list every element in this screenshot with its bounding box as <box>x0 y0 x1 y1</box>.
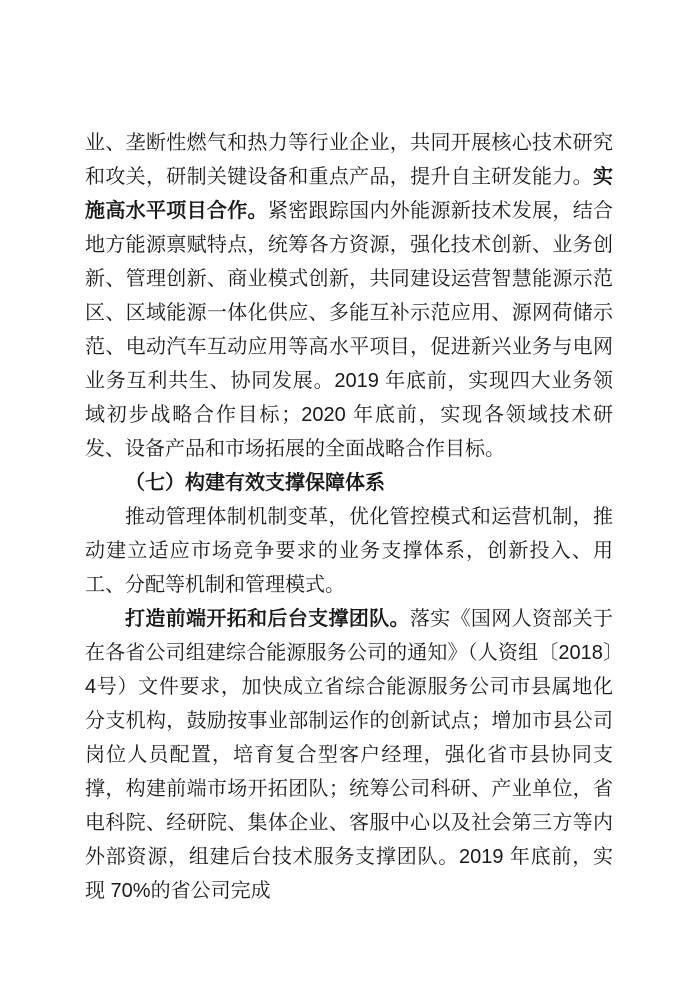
bold-text-run: 实施高水平项目合作。 <box>85 166 613 222</box>
paragraph-industry-cooperation <box>85 126 613 466</box>
paragraph-mechanism-reform <box>85 500 613 602</box>
document-body <box>85 126 613 908</box>
text-run: 紧密跟踪国内外能源新技术发展，结合地方能源禀赋特点，统筹各方资源，强化技术创新、业务创新、管理创新、商业模式创新，共同建设运营智慧能源示范区、区域能源一体化供应、多能互补示范应用、源网荷储示范、电动汽车互动应用等高水平项目，促进新兴业务与电网业务互利共生、协同发展。2019 年底前，实现四大业务领域初步战略合作目标；2020 年底前，实现各领域技术研发、设备产品和市场拓展的全面战略合作目标。 <box>85 200 614 460</box>
text-run: 业、垄断性燃气和热力等行业企业，共同开展核心技术研究和攻关，研制关键设备和重点产品，提升自主研发能力。 <box>85 132 613 188</box>
text-run: 推动管理体制机制变革，优化管控模式和运营机制，推动建立适应市场竞争要求的业务支撑体系，创新投入、用工、分配等机制和管理模式。 <box>85 506 613 596</box>
bold-text-run: （七）构建有效支撑保障体系 <box>125 472 385 494</box>
text-run: 落实《国网人资部关于在各省公司组建综合能源服务公司的通知》（人资组〔2018〕4号）文件要求，加快成立省综合能源服务公司市县属地化分支机构，鼓励按事业部制运作的创新试点；增加市县公司岗位人员配置，培育复合型客户经理，强化省市县协同支撑，构建前端市场开拓团队；统筹公司科研、产业单位，省电科院、经研院、集体企业、客服中心以及社会第三方等内外部资源，组建后台技术服务支撑团队。2019 年底前，实现 70%的省公司完成 <box>85 608 614 902</box>
bold-text-run: 打造前端开拓和后台支撑团队。 <box>125 608 410 630</box>
paragraph-team-building <box>85 602 613 908</box>
section-heading-seven <box>85 466 613 500</box>
